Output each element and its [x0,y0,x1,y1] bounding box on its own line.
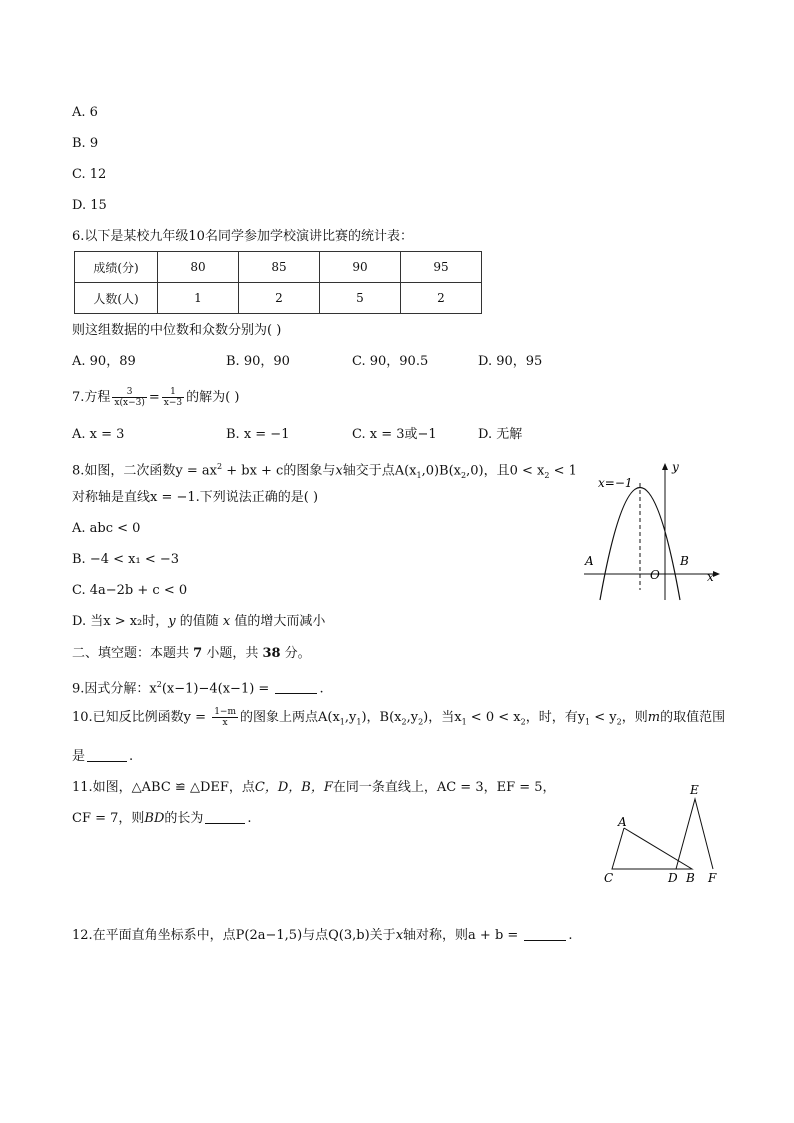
q7-suffix: 的解为( ) [186,390,240,405]
triangle-abc [612,828,692,869]
q8-option-c: C. 4a−2b + c < 0 [72,583,188,598]
q6-stem: 6.以下是某校九年级10名同学参加学校演讲比赛的统计表： [72,229,413,244]
q5-option-b: B. 9 [72,136,99,151]
q7-rhs-denominator: x−3 [163,398,183,408]
q7-rhs-numerator: 1 [162,387,184,398]
table-cell: 90 [320,252,401,283]
q6-option-c: C. 90，90.5 [352,354,429,369]
q10-text: < y [590,710,617,725]
q8-line1: 8.如图，二次函数$y = ax^2$ + bx + c的图象与x轴交于点$A(x_1,0)B(x_2,0)$，且$0 < x_2 < 1$ [72,462,577,480]
q11-points: C，D，B，F [254,780,333,795]
label-y: y [672,460,679,474]
q8-text: ,0)B(x [421,463,462,479]
q8-text: 8.如图，二次函数y = ax [72,463,217,479]
label-f: F [708,871,717,885]
q6-option-b: B. 90，90 [226,354,290,369]
table-cell: 1 [158,283,239,314]
q11-text: . [247,811,252,826]
q8-option-b: B. −4 < x₁ < −3 [72,552,180,567]
q7-option-d: D. 无解 [478,427,523,442]
section-heading [72,645,311,663]
y-axis-arrow [662,463,668,470]
answer-blank[interactable] [275,681,317,694]
label-origin: O [650,568,660,582]
q11-bd: BD [144,811,165,826]
q6-option-d: D. 90，95 [478,354,543,369]
q10-text: )，当x [423,710,462,725]
answer-blank[interactable] [87,749,127,762]
label-x: x [707,570,714,584]
section-text: 二、填空题：本题共 [72,646,194,661]
q8-option-d [72,613,325,631]
q7-lhs-fraction [112,387,146,408]
q8-text: < 1 [549,463,577,479]
q12-text: . [568,928,573,943]
table-cell: 2 [401,283,482,314]
q10-text: < 0 < x [466,710,521,725]
score-table [74,251,482,314]
q11-text: CF = 7，则 [72,811,145,826]
q9-text: (x−1)−4(x−1) = [161,681,274,697]
q9-text: . [319,681,324,697]
q10-text: ,y [406,710,419,725]
q8-text: D. 当x > x₂时， [72,614,169,629]
q5-option-d: D. 15 [72,198,107,213]
table-row [75,283,482,314]
q5-option-a: A. 6 [72,105,98,120]
q7-option-a: A. x = 3 [72,427,125,442]
q7-option-c: C. x = 3或−1 [352,427,437,442]
answer-blank[interactable] [524,928,566,941]
q8-option-a: A. abc < 0 [72,521,141,536]
q11-text: 11.如图，△ABC ≌ △DEF，点 [72,780,255,795]
q8-text: 轴交于点A(x [342,463,417,479]
section-text: 分。 [280,646,311,661]
q11-line2 [72,810,252,828]
label-b: B [686,871,695,885]
q8-text: + bx + c的图象与 [222,463,336,479]
label-d: D [668,871,678,885]
section-text: 小题，共 [202,646,263,661]
table-cell: 85 [239,252,320,283]
q10-line1: 10.已知反比例函数y = $\frac{1-m}{x}$ 的图象上两点$A(x_1,y_1)$，$B(x_2,y_2)$，当$x_1 < 0 < x_2$，时，有$y_1 < y_2$，则m的取值范围 [72,707,726,728]
var-x: x [395,928,404,943]
q7-stem [72,384,239,412]
table-header-count: 人数(人) [75,283,158,314]
label-e: E [690,783,699,797]
label-c: C [604,871,614,885]
table-cell: 5 [320,283,401,314]
label-a: A [618,815,627,829]
q10-denominator: x [222,718,228,728]
answer-blank[interactable] [205,811,245,824]
q10-text: . [129,749,134,764]
q12-stem [72,927,573,945]
section-count: 7 [193,646,203,661]
var-x: x [335,463,343,479]
table-header-score: 成绩(分) [75,252,158,283]
q7-prefix: 7.方程 [72,390,111,405]
triangle-def [676,799,713,869]
q10-line2 [72,748,133,766]
q7-lhs-numerator: 3 [112,387,146,398]
q7-lhs-denominator: x(x−3) [114,398,145,408]
q6-question: 则这组数据的中位数和众数分别为( ) [72,323,282,338]
q10-text: ，时，有y [525,710,586,725]
q9-stem: 9.因式分解：$x^2(x-1)-4(x-1)$ = . [72,680,324,697]
q10-fraction [212,707,238,728]
q7-rhs-fraction [162,387,184,408]
q10-text: ,y [344,710,357,725]
x-axis-arrow [713,571,720,577]
triangles-figure [598,778,728,888]
q10-text: 10.已知反比例函数y = [72,710,211,725]
label-point-b: B [680,554,689,568]
q11-text: 在同一条直线上，AC = 3，EF = 5， [332,780,556,795]
table-cell: 2 [239,283,320,314]
q10-numerator: 1−m [214,707,236,717]
label-symmetry-line: x=−1 [598,476,633,490]
q10-text: 是 [72,749,86,764]
q8-text: ,0)，且0 < x [466,463,545,479]
var-y: y [168,614,176,629]
q12-text: 轴对称，则a + b = [403,928,523,943]
label-point-a: A [585,554,594,568]
q9-text: 9.因式分解：x [72,681,157,697]
table-cell: 95 [401,252,482,283]
var-x: x [222,614,231,629]
q5-option-c: C. 12 [72,167,107,182]
q10-text: ，则 [621,710,648,725]
q11-line1 [72,779,556,797]
parabola-figure [580,455,730,610]
q7-option-b: B. x = −1 [226,427,290,442]
q8-line2: 对称轴是直线x = −1.下列说法正确的是( ) [72,490,319,505]
q10-text: )，B(x [361,710,402,725]
q6-option-a: A. 90，89 [72,354,136,369]
table-row [75,252,482,283]
q8-text: 值的增大而减小 [230,614,326,629]
section-score: 38 [262,646,281,661]
var-m: m [647,710,661,725]
q7-equals: = [148,390,160,405]
q10-text: 的取值范围 [660,710,726,725]
q8-text: 的值随 [175,614,223,629]
q11-text: 的长为 [164,811,204,826]
q12-text: 12.在平面直角坐标系中，点P(2a−1,5)与点Q(3,b)关于 [72,928,396,943]
q10-text: 的图象上两点A(x [240,710,340,725]
table-cell: 80 [158,252,239,283]
